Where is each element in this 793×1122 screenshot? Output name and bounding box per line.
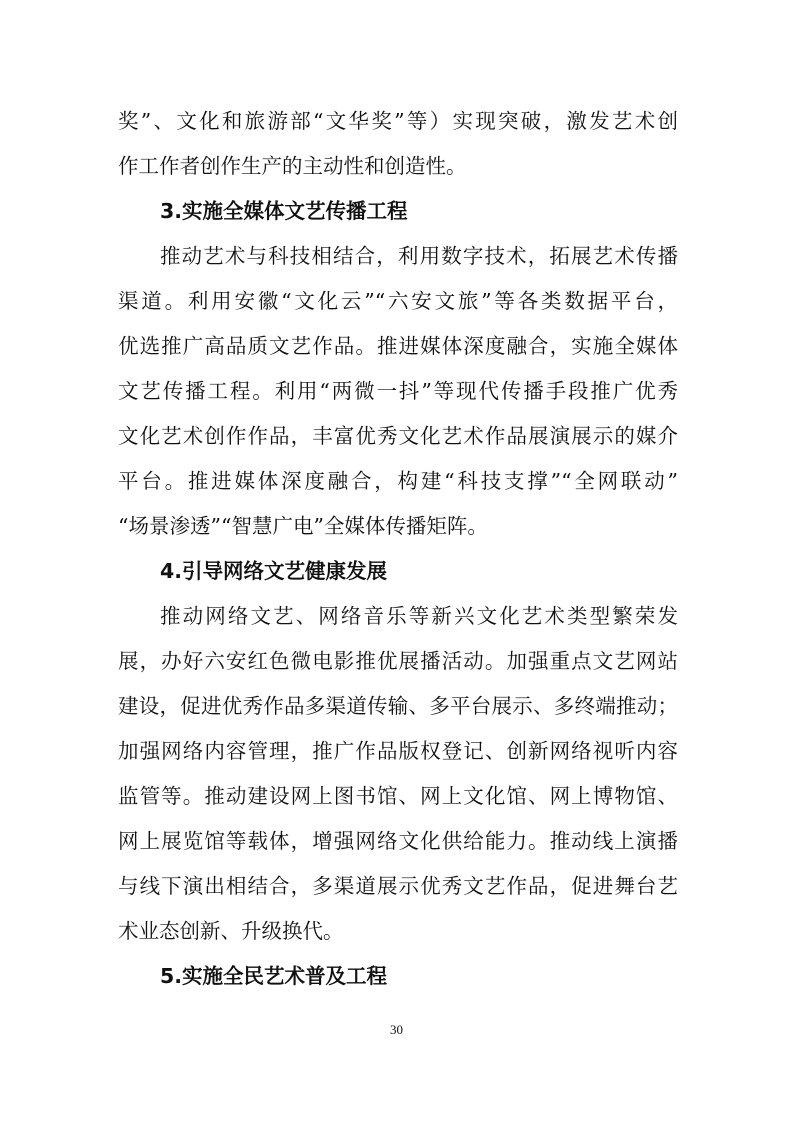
paragraph-line: “场景渗透”“智慧广电”全媒体传播矩阵。 [118, 514, 488, 538]
paragraph-line: 优选推广高品质文艺作品。推进媒体深度融合，实施全媒体 [118, 334, 678, 358]
paragraph-line: 奖”、文化和旅游部“文华奖”等）实现突破，激发艺术创 [118, 109, 678, 133]
paragraph-line: 作工作者创作生产的主动性和创造性。 [118, 154, 467, 178]
paragraph-line: 文艺传播工程。利用“两微一抖”等现代传播手段推广优秀 [118, 379, 678, 403]
paragraph-line: 术业态创新、升级换代。 [118, 919, 344, 943]
paragraph-line: 展，办好六安红色微电影推优展播活动。加强重点文艺网站 [118, 649, 678, 673]
paragraph-line: 监管等。推动建设网上图书馆、网上文化馆、网上博物馆、 [118, 784, 678, 808]
paragraph-line: 推动艺术与科技相结合，利用数字技术，拓展艺术传播 [160, 244, 678, 268]
paragraph-line: 网上展览馆等载体，增强网络文化供给能力。推动线上演播 [118, 829, 678, 853]
section-heading-5: 5.实施全民艺术普及工程 [160, 964, 388, 988]
paragraph-line: 平台。推进媒体深度融合，构建“科技支撑”“全网联动” [118, 469, 678, 493]
section-heading-4: 4.引导网络文艺健康发展 [160, 559, 388, 583]
page-number: 30 [390, 1022, 403, 1037]
paragraph-line: 建设，促进优秀作品多渠道传输、多平台展示、多终端推动； [118, 694, 678, 718]
paragraph-line: 渠道。利用安徽“文化云”“六安文旅”等各类数据平台， [118, 289, 678, 313]
paragraph-line: 与线下演出相结合，多渠道展示优秀文艺作品，促进舞台艺 [118, 874, 678, 898]
paragraph-line: 文化艺术创作作品，丰富优秀文化艺术作品展演展示的媒介 [118, 424, 678, 448]
paragraph-line: 加强网络内容管理，推广作品版权登记、创新网络视听内容 [118, 739, 678, 763]
paragraph-line: 推动网络文艺、网络音乐等新兴文化艺术类型繁荣发 [160, 604, 678, 628]
section-heading-3: 3.实施全媒体文艺传播工程 [160, 199, 408, 223]
